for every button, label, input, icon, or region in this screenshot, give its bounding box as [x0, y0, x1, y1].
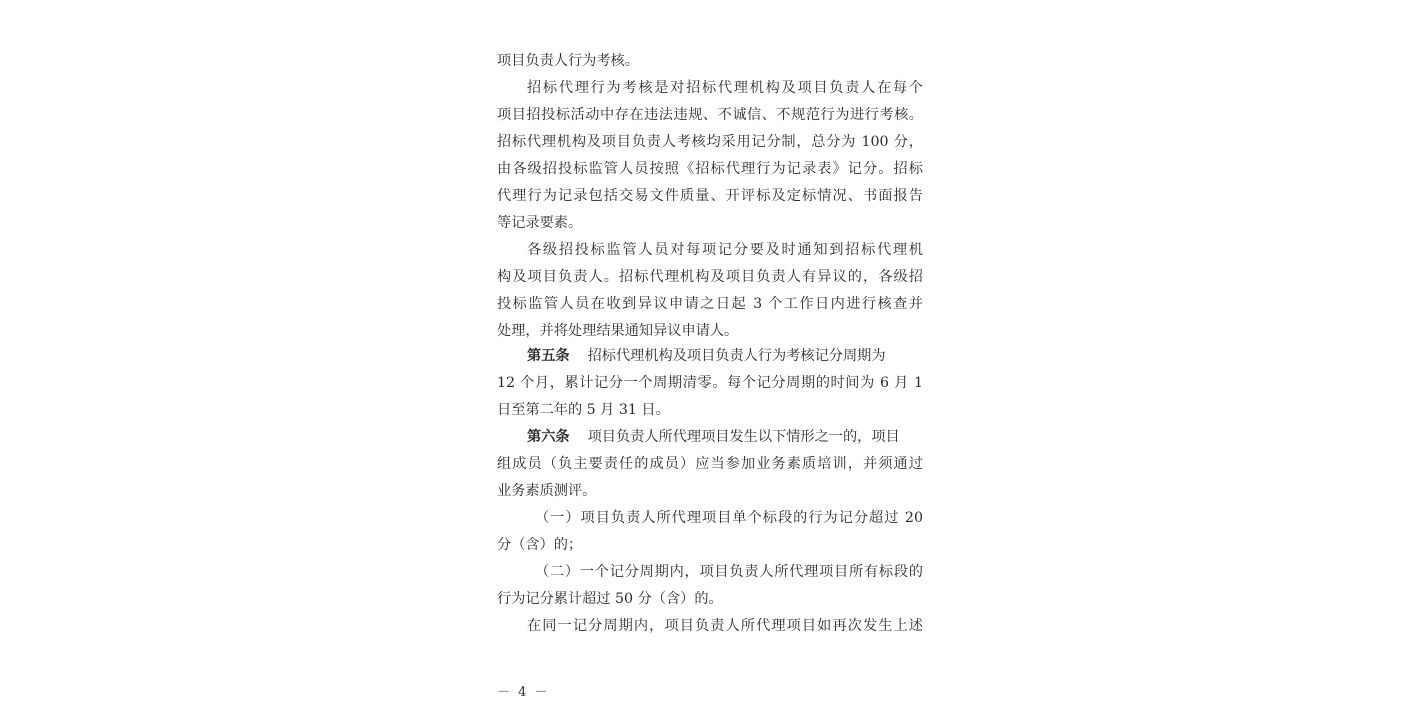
text-line: 在同一记分周期内，项目负责人所代理项目如再次发生上述 — [527, 618, 923, 634]
text-line: 招标代理行为考核是对招标代理机构及项目负责人在每个 — [527, 80, 923, 96]
text-line: 招标代理机构及项目负责人考核均采用记分制，总分为 100 分， — [497, 134, 923, 150]
text-line: 项目招投标活动中存在违法违规、不诚信、不规范行为进行考核。 — [497, 107, 923, 123]
text-line: 代理行为记录包括交易文件质量、开评标及定标情况、书面报告 — [497, 188, 923, 204]
text-line: 投标监管人员在收到异议申请之日起 3 个工作日内进行核查并 — [497, 296, 923, 312]
article-5-text: 招标代理机构及项目负责人行为考核记分周期为 — [587, 348, 886, 364]
text-line: 业务素质测评。 — [497, 483, 597, 499]
article-6-label: 第六条 — [527, 429, 570, 445]
text-line: 12 个月，累计记分一个周期清零。每个记分周期的时间为 6 月 1 — [497, 375, 923, 391]
list-item-line: （一）项目负责人所代理项目单个标段的行为记分超过 20 — [535, 510, 923, 526]
article-6-heading-line — [527, 424, 923, 451]
article-6-text: 项目负责人所代理项目发生以下情形之一的，项目 — [587, 429, 900, 445]
text-line: 项目负责人行为考核。 — [497, 53, 639, 69]
page-number: － 4 － — [497, 685, 550, 700]
text-line: 由各级招投标监管人员按照《招标代理行为记录表》记分。招标 — [497, 161, 923, 177]
text-line: 行为记分累计超过 50 分（含）的。 — [497, 591, 723, 607]
list-item-line: （二）一个记分周期内，项目负责人所代理项目所有标段的 — [535, 564, 923, 580]
text-line: 分（含）的； — [497, 537, 583, 553]
text-line: 等记录要素。 — [497, 215, 583, 231]
text-line: 构及项目负责人。招标代理机构及项目负责人有异议的，各级招 — [497, 269, 923, 285]
text-line: 组成员（负主要责任的成员）应当参加业务素质培训，并须通过 — [497, 456, 923, 472]
text-line: 日至第二年的 5 月 31 日。 — [497, 402, 670, 418]
text-line: 处理，并将处理结果通知异议申请人。 — [497, 323, 739, 339]
text-line: 各级招投标监管人员对每项记分要及时通知到招标代理机 — [527, 242, 923, 258]
article-5-label: 第五条 — [527, 348, 570, 364]
article-5-heading-line — [527, 343, 923, 370]
document-page — [497, 0, 927, 720]
